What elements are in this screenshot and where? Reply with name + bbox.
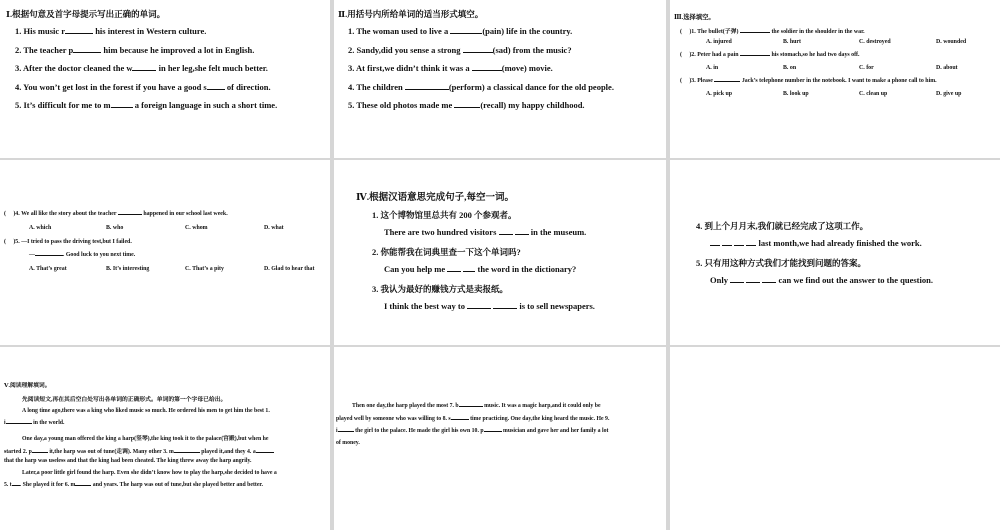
- question-2-2: 2. Sandy,did you sense a strong (sad) from the music?: [348, 45, 572, 55]
- mc-question-4: ( )4. We all like the story about the teacher happened in our school last week.: [4, 211, 228, 217]
- mc-2-option-c: C. for: [859, 65, 874, 71]
- panel-section-4b: [670, 160, 1000, 345]
- translation-2-chinese: 2. 你能帮我在词典里查一下这个单词吗?: [372, 247, 521, 257]
- question-1-3: 3. After the doctor cleaned the w in her leg,she felt much better.: [15, 63, 268, 73]
- mc-question-3: ( )3. Please Jack’s telephone number in the notebook. I want to make a phone call to him.: [680, 78, 937, 84]
- question-2-1: 1. The woman used to live a (pain) life in the country.: [348, 26, 573, 36]
- mc-1-option-a: A. injured: [706, 39, 732, 45]
- section-3-heading: Ⅲ.选择填空。: [674, 14, 715, 21]
- mc-4-option-b: B. who: [106, 225, 124, 231]
- mc-5-line-2: — . Good luck to you next time.: [29, 252, 136, 258]
- mc-1-option-c: C. destroyed: [859, 39, 891, 45]
- passage-line-5: that the harp was useless and that the king had been cheated. The king threw away the harp angrily.: [4, 458, 252, 464]
- translation-1-chinese: 1. 这个博物馆里总共有 200 个参观者。: [372, 210, 517, 220]
- section-2-heading: Ⅱ.用括号内所给单词的适当形式填空。: [338, 9, 484, 19]
- panel-section-3b: [0, 160, 330, 345]
- mc-3-option-b: B. look up: [783, 91, 809, 97]
- question-1-1: 1. His music r his interest in Western culture.: [15, 26, 207, 36]
- panel-section-1: [0, 0, 330, 158]
- section-5-heading: Ⅴ.阅读理解填词。: [4, 383, 51, 389]
- mc-5-option-a: A. That’s great: [29, 266, 67, 272]
- question-1-2: 2. The teacher p him because he improved a lot in English.: [15, 45, 255, 55]
- passage-line-10: i the girl to the palace. He made the girl his own 10. p musician and gave her and her family a lot: [336, 428, 609, 434]
- question-2-3: 3. At first,we didn’t think it was a (move) movie.: [348, 63, 553, 73]
- mc-5-option-b: B. It’s interesting: [106, 266, 150, 272]
- mc-3-option-d: D. give up: [936, 91, 962, 97]
- mc-question-1: ( )1. The bullet(子弹) the soldier in the shoulder in the war.: [680, 29, 865, 35]
- mc-5-option-c: C. That’s a pity: [185, 266, 224, 272]
- mc-4-option-c: C. whom: [185, 225, 208, 231]
- question-1-4: 4. You won’t get lost in the forest if you have a good s of direction.: [15, 82, 271, 92]
- translation-4-english: last month,we had already finished the work.: [710, 238, 922, 248]
- panel-section-4a: [334, 160, 666, 345]
- translation-3-english: I think the best way to is to sell newspapers.: [384, 301, 595, 311]
- mc-4-option-d: D. what: [264, 225, 284, 231]
- panel-section-5a: [0, 347, 330, 530]
- passage-line-9: played well by someone who was willing to 8. s time practicing. One day,the king heard the music. He 9.: [336, 416, 610, 422]
- section-1-heading: Ⅰ.根据句意及首字母提示写出正确的单词。: [6, 9, 166, 19]
- mc-3-option-a: A. pick up: [706, 91, 733, 97]
- section-4-heading: Ⅳ.根据汉语意思完成句子,每空一词。: [356, 193, 515, 203]
- translation-5-chinese: 5. 只有用这种方式我们才能找到问题的答案。: [696, 258, 867, 268]
- passage-line-8: Then one day,the harp played the most 7. b music. It was a magic harp,and it could only be: [352, 403, 601, 409]
- question-2-4: 4. The children (perform) a classical dance for the old people.: [348, 82, 614, 92]
- panel-section-5b: [334, 347, 666, 530]
- passage-line-4: started 2. p it,the harp was out of tune(走调). Many other 3. m played it,and they 4. a: [4, 446, 274, 455]
- mc-3-option-c: C. clean up: [859, 91, 888, 97]
- mc-question-5: ( )5. —I tried to pass the driving test,but I failed.: [4, 239, 132, 245]
- passage-line-6: Later,a poor little girl found the harp. Even she didn’t know how to play the harp,she decided to have a: [22, 470, 277, 476]
- passage-line-3: One day,a young man offered the king a harp(竖琴),the king took it to the palace(宫殿),but when he: [22, 436, 269, 442]
- translation-5-english: Only can we find out the answer to the question.: [710, 275, 933, 285]
- question-1-5: 5. It’s difficult for me to m a foreign language in such a short time.: [15, 100, 278, 110]
- passage-line-2: i in the world.: [4, 420, 65, 426]
- passage-line-1: A long time ago,there was a king who liked music so much. He ordered his men to get him the best 1.: [22, 408, 270, 414]
- section-5-instruction: 先阅读短文,再在其后空白处写出各单词的正确形式。单词的第一个字母已给出。: [22, 397, 227, 403]
- mc-5-option-d: D. Glad to hear that: [264, 266, 315, 272]
- translation-4-chinese: 4. 到上个月月末,我们就已经完成了这项工作。: [696, 221, 869, 231]
- translation-1-english: There are two hundred visitors in the museum.: [384, 227, 587, 237]
- mc-2-option-a: A. in: [706, 65, 719, 71]
- translation-3-chinese: 3. 我认为最好的赚钱方式是卖报纸。: [372, 284, 509, 294]
- mc-2-option-d: D. about: [936, 65, 958, 71]
- mc-2-option-b: B. on: [783, 65, 797, 71]
- panel-blank: [670, 347, 1000, 530]
- mc-1-option-d: D. wounded: [936, 39, 967, 45]
- panel-section-2: [334, 0, 666, 158]
- question-2-5: 5. These old photos made me (recall) my happy childhood.: [348, 100, 585, 110]
- panel-section-3a: [670, 0, 1000, 158]
- mc-4-option-a: A. which: [29, 225, 52, 231]
- translation-2-english: Can you help me the word in the dictionary?: [384, 264, 577, 274]
- mc-1-option-b: B. hurt: [783, 39, 802, 45]
- passage-line-11: of money.: [336, 440, 360, 446]
- mc-question-2: ( )2. Peter had a pain his stomach,so he had two days off.: [680, 52, 860, 58]
- passage-line-7: 5. t . She played it for 6. m and years. The harp was out of tune,but she played better and better.: [4, 482, 263, 488]
